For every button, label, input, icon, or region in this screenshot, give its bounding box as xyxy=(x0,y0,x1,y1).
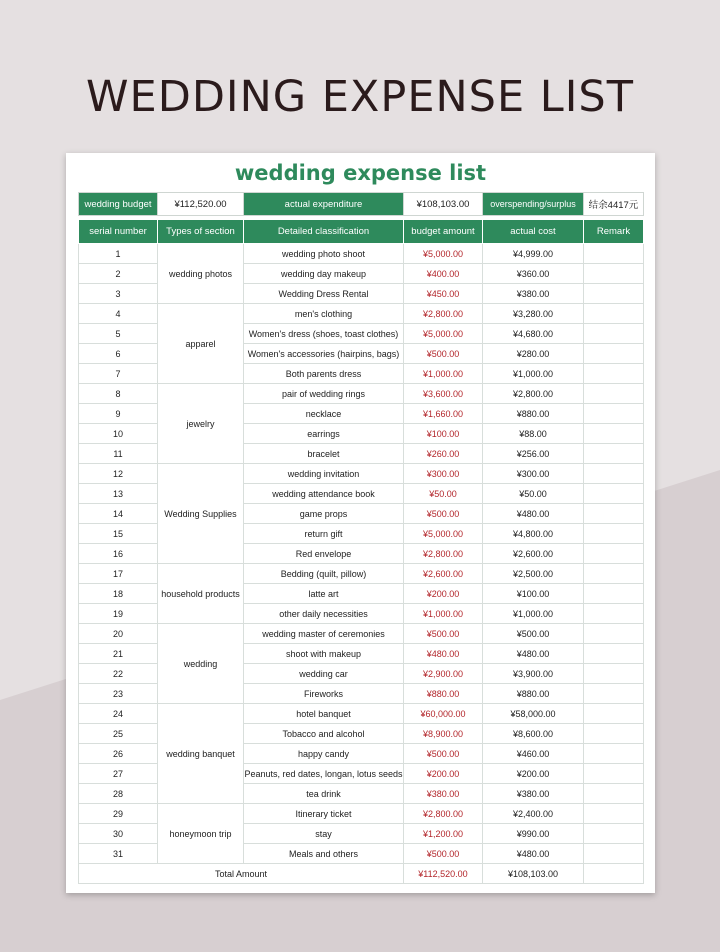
serial-cell: 14 xyxy=(79,504,158,524)
item-cell: wedding day makeup xyxy=(244,264,404,284)
remark-cell xyxy=(584,604,644,624)
serial-cell: 31 xyxy=(79,844,158,864)
budget-cell: ¥880.00 xyxy=(404,684,483,704)
column-header: Remark xyxy=(584,220,644,244)
budget-cell: ¥5,000.00 xyxy=(404,244,483,264)
budget-cell: ¥380.00 xyxy=(404,784,483,804)
remark-cell xyxy=(584,244,644,264)
actual-cell: ¥380.00 xyxy=(483,784,584,804)
page-title: WEDDING EXPENSE LIST xyxy=(86,72,634,122)
table-row xyxy=(79,624,644,644)
item-cell: necklace xyxy=(244,404,404,424)
item-cell: other daily necessities xyxy=(244,604,404,624)
actual-cell: ¥58,000.00 xyxy=(483,704,584,724)
item-cell: wedding photo shoot xyxy=(244,244,404,264)
remark-cell xyxy=(584,344,644,364)
item-cell: men's clothing xyxy=(244,304,404,324)
remark-cell xyxy=(584,864,644,884)
remark-cell xyxy=(584,844,644,864)
item-cell: happy candy xyxy=(244,744,404,764)
item-cell: hotel banquet xyxy=(244,704,404,724)
serial-cell: 26 xyxy=(79,744,158,764)
section-cell: jewelry xyxy=(158,384,244,464)
actual-cell: ¥280.00 xyxy=(483,344,584,364)
actual-cell: ¥50.00 xyxy=(483,484,584,504)
serial-cell: 9 xyxy=(79,404,158,424)
budget-value: ¥112,520.00 xyxy=(158,193,244,216)
remark-cell xyxy=(584,744,644,764)
table-row xyxy=(79,704,644,724)
serial-cell: 11 xyxy=(79,444,158,464)
item-cell: Meals and others xyxy=(244,844,404,864)
summary-bar xyxy=(78,192,644,216)
actual-cell: ¥500.00 xyxy=(483,624,584,644)
budget-cell: ¥500.00 xyxy=(404,744,483,764)
actual-cell: ¥200.00 xyxy=(483,764,584,784)
remark-cell xyxy=(584,484,644,504)
total-actual: ¥108,103.00 xyxy=(483,864,584,884)
budget-cell: ¥1,000.00 xyxy=(404,604,483,624)
item-cell: latte art xyxy=(244,584,404,604)
serial-cell: 13 xyxy=(79,484,158,504)
remark-cell xyxy=(584,384,644,404)
actual-cell: ¥480.00 xyxy=(483,644,584,664)
item-cell: stay xyxy=(244,824,404,844)
budget-cell: ¥500.00 xyxy=(404,844,483,864)
remark-cell xyxy=(584,404,644,424)
serial-cell: 25 xyxy=(79,724,158,744)
table-row xyxy=(79,564,644,584)
overspending-label: overspending/surplus xyxy=(483,193,584,216)
actual-cell: ¥3,280.00 xyxy=(483,304,584,324)
item-cell: Women's accessories (hairpins, bags) xyxy=(244,344,404,364)
item-cell: Fireworks xyxy=(244,684,404,704)
actual-cell: ¥380.00 xyxy=(483,284,584,304)
serial-cell: 28 xyxy=(79,784,158,804)
actual-cell: ¥4,680.00 xyxy=(483,324,584,344)
remark-cell xyxy=(584,724,644,744)
remark-cell xyxy=(584,304,644,324)
serial-cell: 19 xyxy=(79,604,158,624)
item-cell: wedding invitation xyxy=(244,464,404,484)
serial-cell: 23 xyxy=(79,684,158,704)
remark-cell xyxy=(584,784,644,804)
actual-cell: ¥880.00 xyxy=(483,684,584,704)
item-cell: pair of wedding rings xyxy=(244,384,404,404)
actual-cell: ¥2,800.00 xyxy=(483,384,584,404)
remark-cell xyxy=(584,764,644,784)
total-row xyxy=(79,864,644,884)
section-cell: household products xyxy=(158,564,244,624)
serial-cell: 24 xyxy=(79,704,158,724)
column-header: actual cost xyxy=(483,220,584,244)
budget-cell: ¥3,600.00 xyxy=(404,384,483,404)
budget-cell: ¥2,600.00 xyxy=(404,564,483,584)
item-cell: shoot with makeup xyxy=(244,644,404,664)
item-cell: wedding master of ceremonies xyxy=(244,624,404,644)
column-header: Detailed classification xyxy=(244,220,404,244)
serial-cell: 5 xyxy=(79,324,158,344)
remark-cell xyxy=(584,704,644,724)
item-cell: Both parents dress xyxy=(244,364,404,384)
header-row xyxy=(79,220,644,244)
actual-cell: ¥1,000.00 xyxy=(483,604,584,624)
serial-cell: 17 xyxy=(79,564,158,584)
expense-sheet xyxy=(66,153,655,893)
table-row xyxy=(79,384,644,404)
remark-cell xyxy=(584,564,644,584)
budget-cell: ¥400.00 xyxy=(404,264,483,284)
table-row xyxy=(79,304,644,324)
remark-cell xyxy=(584,464,644,484)
actual-cell: ¥100.00 xyxy=(483,584,584,604)
budget-cell: ¥5,000.00 xyxy=(404,324,483,344)
table-row xyxy=(79,244,644,264)
actual-cell: ¥3,900.00 xyxy=(483,664,584,684)
serial-cell: 6 xyxy=(79,344,158,364)
serial-cell: 29 xyxy=(79,804,158,824)
item-cell: game props xyxy=(244,504,404,524)
actual-cell: ¥300.00 xyxy=(483,464,584,484)
item-cell: Wedding Dress Rental xyxy=(244,284,404,304)
budget-cell: ¥260.00 xyxy=(404,444,483,464)
serial-cell: 1 xyxy=(79,244,158,264)
budget-cell: ¥60,000.00 xyxy=(404,704,483,724)
remark-cell xyxy=(584,804,644,824)
budget-cell: ¥200.00 xyxy=(404,584,483,604)
item-cell: Itinerary ticket xyxy=(244,804,404,824)
actual-cell: ¥8,600.00 xyxy=(483,724,584,744)
budget-cell: ¥500.00 xyxy=(404,504,483,524)
section-cell: honeymoon trip xyxy=(158,804,244,864)
budget-cell: ¥2,900.00 xyxy=(404,664,483,684)
column-header: budget amount xyxy=(404,220,483,244)
budget-cell: ¥1,000.00 xyxy=(404,364,483,384)
total-budget: ¥112,520.00 xyxy=(404,864,483,884)
budget-cell: ¥2,800.00 xyxy=(404,304,483,324)
serial-cell: 27 xyxy=(79,764,158,784)
serial-cell: 30 xyxy=(79,824,158,844)
actual-cell: ¥880.00 xyxy=(483,404,584,424)
actual-cell: ¥460.00 xyxy=(483,744,584,764)
budget-cell: ¥480.00 xyxy=(404,644,483,664)
serial-cell: 22 xyxy=(79,664,158,684)
remark-cell xyxy=(584,824,644,844)
actual-label: actual expenditure xyxy=(244,193,404,216)
section-cell: wedding xyxy=(158,624,244,704)
overspending-value: 结余4417元 xyxy=(584,193,644,216)
serial-cell: 3 xyxy=(79,284,158,304)
column-header: serial number xyxy=(79,220,158,244)
section-cell: apparel xyxy=(158,304,244,384)
item-cell: Tobacco and alcohol xyxy=(244,724,404,744)
budget-cell: ¥100.00 xyxy=(404,424,483,444)
actual-cell: ¥256.00 xyxy=(483,444,584,464)
budget-cell: ¥1,200.00 xyxy=(404,824,483,844)
actual-cell: ¥4,800.00 xyxy=(483,524,584,544)
actual-cell: ¥4,999.00 xyxy=(483,244,584,264)
serial-cell: 2 xyxy=(79,264,158,284)
actual-cell: ¥480.00 xyxy=(483,504,584,524)
serial-cell: 18 xyxy=(79,584,158,604)
actual-cell: ¥2,600.00 xyxy=(483,544,584,564)
remark-cell xyxy=(584,504,644,524)
serial-cell: 10 xyxy=(79,424,158,444)
remark-cell xyxy=(584,264,644,284)
item-cell: return gift xyxy=(244,524,404,544)
column-header: Types of section xyxy=(158,220,244,244)
remark-cell xyxy=(584,324,644,344)
section-cell: Wedding Supplies xyxy=(158,464,244,564)
table-row xyxy=(79,464,644,484)
budget-cell: ¥8,900.00 xyxy=(404,724,483,744)
budget-cell: ¥2,800.00 xyxy=(404,544,483,564)
remark-cell xyxy=(584,584,644,604)
remark-cell xyxy=(584,644,644,664)
serial-cell: 4 xyxy=(79,304,158,324)
budget-cell: ¥1,660.00 xyxy=(404,404,483,424)
remark-cell xyxy=(584,624,644,644)
item-cell: Women's dress (shoes, toast clothes) xyxy=(244,324,404,344)
remark-cell xyxy=(584,284,644,304)
serial-cell: 20 xyxy=(79,624,158,644)
remark-cell xyxy=(584,364,644,384)
actual-cell: ¥990.00 xyxy=(483,824,584,844)
item-cell: bracelet xyxy=(244,444,404,464)
actual-cell: ¥2,500.00 xyxy=(483,564,584,584)
serial-cell: 8 xyxy=(79,384,158,404)
actual-value: ¥108,103.00 xyxy=(404,193,483,216)
item-cell: wedding car xyxy=(244,664,404,684)
remark-cell xyxy=(584,444,644,464)
sheet-title: wedding expense list xyxy=(234,161,487,185)
serial-cell: 15 xyxy=(79,524,158,544)
budget-cell: ¥5,000.00 xyxy=(404,524,483,544)
remark-cell xyxy=(584,544,644,564)
serial-cell: 7 xyxy=(79,364,158,384)
remark-cell xyxy=(584,684,644,704)
budget-cell: ¥200.00 xyxy=(404,764,483,784)
actual-cell: ¥360.00 xyxy=(483,264,584,284)
budget-cell: ¥500.00 xyxy=(404,344,483,364)
remark-cell xyxy=(584,664,644,684)
remark-cell xyxy=(584,424,644,444)
actual-cell: ¥480.00 xyxy=(483,844,584,864)
total-label: Total Amount xyxy=(79,864,404,884)
item-cell: Peanuts, red dates, longan, lotus seeds xyxy=(244,764,404,784)
item-cell: Bedding (quilt, pillow) xyxy=(244,564,404,584)
item-cell: Red envelope xyxy=(244,544,404,564)
serial-cell: 21 xyxy=(79,644,158,664)
item-cell: earrings xyxy=(244,424,404,444)
remark-cell xyxy=(584,524,644,544)
actual-cell: ¥1,000.00 xyxy=(483,364,584,384)
actual-cell: ¥2,400.00 xyxy=(483,804,584,824)
budget-cell: ¥450.00 xyxy=(404,284,483,304)
serial-cell: 12 xyxy=(79,464,158,484)
budget-cell: ¥500.00 xyxy=(404,624,483,644)
budget-cell: ¥50.00 xyxy=(404,484,483,504)
section-cell: wedding photos xyxy=(158,244,244,304)
budget-cell: ¥300.00 xyxy=(404,464,483,484)
expense-table xyxy=(78,219,644,884)
actual-cell: ¥88.00 xyxy=(483,424,584,444)
budget-cell: ¥2,800.00 xyxy=(404,804,483,824)
budget-label: wedding budget xyxy=(79,193,158,216)
item-cell: tea drink xyxy=(244,784,404,804)
section-cell: wedding banquet xyxy=(158,704,244,804)
table-row xyxy=(79,804,644,824)
item-cell: wedding attendance book xyxy=(244,484,404,504)
serial-cell: 16 xyxy=(79,544,158,564)
